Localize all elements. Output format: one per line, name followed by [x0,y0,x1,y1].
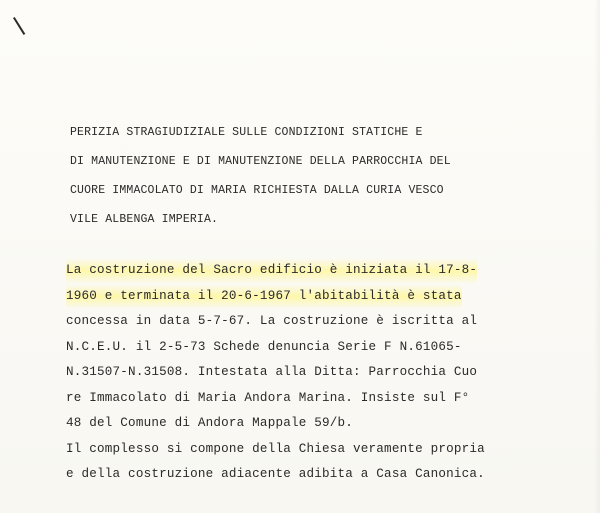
title-line: VILE ALBENGA IMPERIA. [70,213,219,226]
body-line: concessa in data 5-7-67. La costruzione è iscritta al [66,314,478,328]
body-line: N.31507-N.31508. Intestata alla Ditta: Parrocchia Cuo [66,365,478,379]
highlighted-text: La costruzione del Sacro edificio è iniziata il 17-8- [66,258,477,284]
body-line: Il complesso si compone della Chiesa veramente propria [66,441,485,456]
highlighted-text: 1960 e terminata il 20-6-1967 l'abitabilità è stata [66,284,462,310]
body-line: N.C.E.U. il 2-5-73 Schede denuncia Serie F N.61065- [66,339,462,354]
page-edge-shadow [594,0,600,513]
body-line: 48 del Comune di Andora Mappale 59/b. [66,416,354,430]
title-line: PERIZIA STRAGIUDIZIALE SULLE CONDIZIONI STATICHE E [70,126,423,139]
body-line [66,258,485,284]
title-line: CUORE IMMACOLATO DI MARIA RICHIESTA DALLA CURIA VESCO [70,184,444,197]
body-line: re Immacolato di Maria Andora Marina. Insiste sul F° [66,390,470,405]
document-body [66,258,485,488]
body-line [66,284,485,310]
pen-mark [13,17,25,35]
document-title [70,118,451,234]
title-line: DI MANUTENZIONE E DI MANUTENZIONE DELLA PARROCCHIA DEL [70,155,451,168]
body-line: e della costruzione adiacente adibita a Casa Canonica. [66,467,485,481]
